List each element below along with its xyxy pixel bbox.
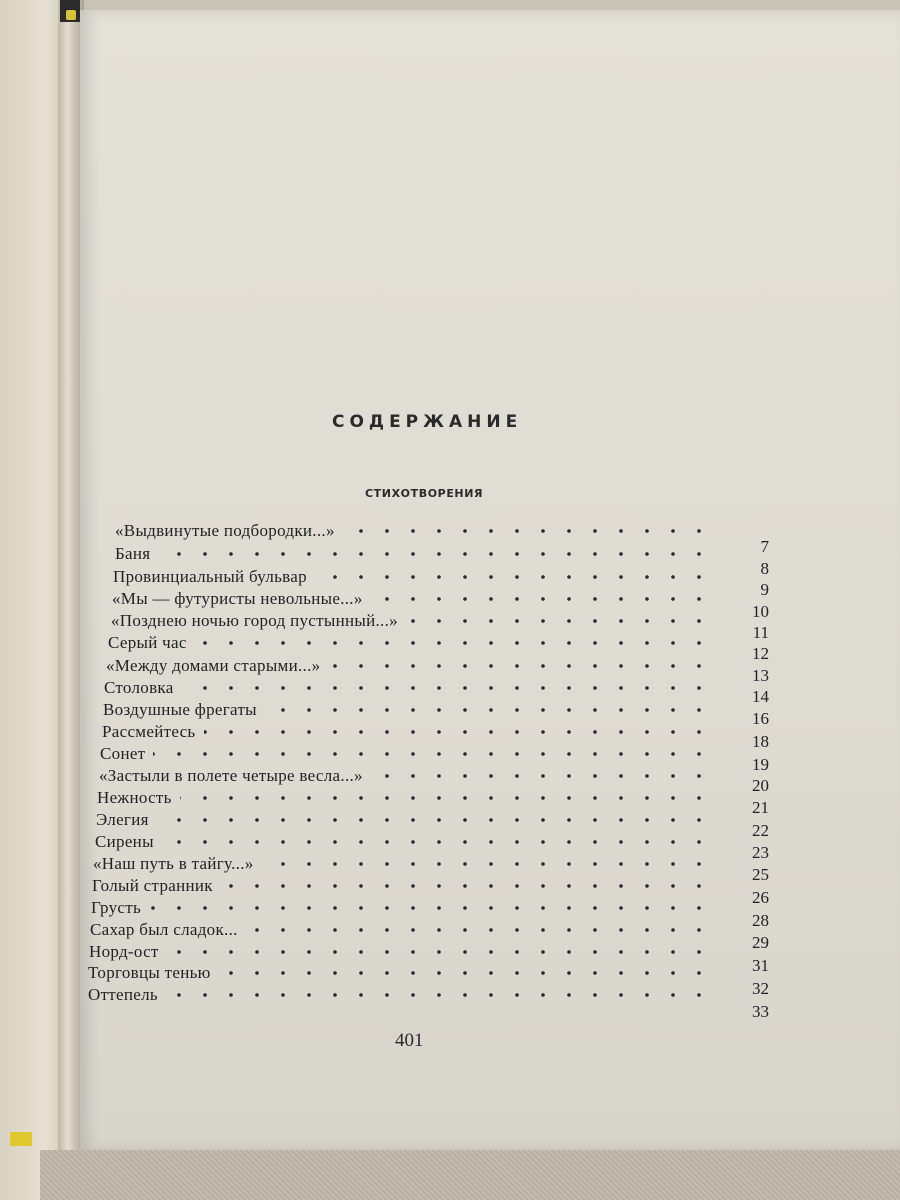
toc-entry-page: 18 [752, 732, 769, 751]
toc-entry-page: 14 [752, 687, 769, 706]
toc-leader-dots [371, 773, 712, 779]
toc-entry-title: «Застыли в полете четыре весла...» [99, 766, 363, 785]
toc-leader-dots [371, 596, 712, 602]
toc-entry-page: 12 [752, 644, 769, 663]
toc-leader-dots [162, 839, 712, 845]
toc-leader-dots [195, 640, 712, 646]
toc-entry-title: Столовка [104, 678, 174, 697]
toc-entry-title: Норд-ост [89, 942, 159, 961]
toc-leader-dots [157, 817, 712, 823]
page-number: 401 [395, 1030, 424, 1051]
toc-leader-dots [182, 685, 712, 691]
toc-entry-title: Сонет [100, 744, 146, 763]
toc-leader-dots [328, 663, 712, 669]
contents-heading: СОДЕРЖАНИЕ [332, 412, 523, 432]
toc-entry-title: Баня [115, 544, 151, 563]
toc-entry-title: Оттепель [88, 985, 158, 1004]
toc-entry-page: 28 [752, 911, 769, 930]
toc-entry-page: 26 [752, 888, 769, 907]
toc-entry-title: «Между домами старыми...» [106, 656, 321, 675]
toc-leader-dots [262, 861, 712, 867]
toc-entry-page: 31 [752, 956, 769, 975]
toc-entry-page: 9 [760, 580, 769, 599]
toc-entry-page: 20 [752, 776, 769, 795]
toc-entry-page: 29 [752, 933, 769, 952]
toc-entry-title: Нежность [97, 788, 172, 807]
toc-entry-title: Провинциальный бульвар [113, 567, 307, 586]
toc-entry-title: Торговцы тенью [88, 963, 211, 982]
toc-entry-title: «Наш путь в тайгу...» [93, 854, 254, 873]
toc-entry-title: Элегия [96, 810, 149, 829]
toc-leader-dots [343, 528, 712, 534]
toc-leader-dots [221, 883, 712, 889]
toc-entry-title: Сахар был сладок... [90, 920, 238, 939]
toc-entry-page: 7 [760, 537, 769, 556]
toc-entry-title: Голый странник [92, 876, 213, 895]
toc-entry-title: «Позднею ночью город пустынный...» [111, 611, 398, 630]
toc-entry-page: 16 [752, 709, 769, 728]
toc-leader-dots [153, 751, 712, 757]
toc-entry-page: 33 [752, 1002, 769, 1021]
toc-leader-dots [265, 707, 712, 713]
toc-entry-title: Грусть [91, 898, 142, 917]
toc-entry-page: 21 [752, 798, 769, 817]
toc-entry-page: 22 [752, 821, 769, 840]
toc-entry-page: 11 [752, 623, 769, 642]
toc-leader-dots [219, 970, 712, 976]
toc-entry-page: 19 [752, 755, 769, 774]
section-heading: СТИХОТВОРЕНИЯ [365, 487, 484, 500]
toc-leader-dots [315, 574, 712, 580]
toc-leader-dots [158, 551, 712, 557]
toc-leader-dots [149, 905, 712, 911]
toc-entry-title: «Мы — футуристы невольные...» [112, 589, 363, 608]
toc-entry-page: 13 [752, 666, 769, 685]
toc-leader-dots [406, 618, 712, 624]
toc-entry-title: Рассмейтесь [102, 722, 196, 741]
toc-entry-page: 32 [752, 979, 769, 998]
toc-leader-dots [180, 795, 712, 801]
toc-leader-dots [166, 992, 712, 998]
toc-leader-dots [246, 927, 712, 933]
toc-entry-page: 10 [752, 602, 769, 621]
toc-entry-title: «Выдвинутые подбородки...» [115, 521, 335, 540]
toc-entry-title: Сирены [95, 832, 154, 851]
toc-entry-page: 25 [752, 865, 769, 884]
toc-entry-title: Серый час [108, 633, 187, 652]
toc-leader-dots [167, 949, 712, 955]
toc-entry-page: 8 [760, 559, 769, 578]
toc-leader-dots [204, 729, 712, 735]
toc-entry-page: 23 [752, 843, 769, 862]
toc-entry-title: Воздушные фрегаты [103, 700, 257, 719]
